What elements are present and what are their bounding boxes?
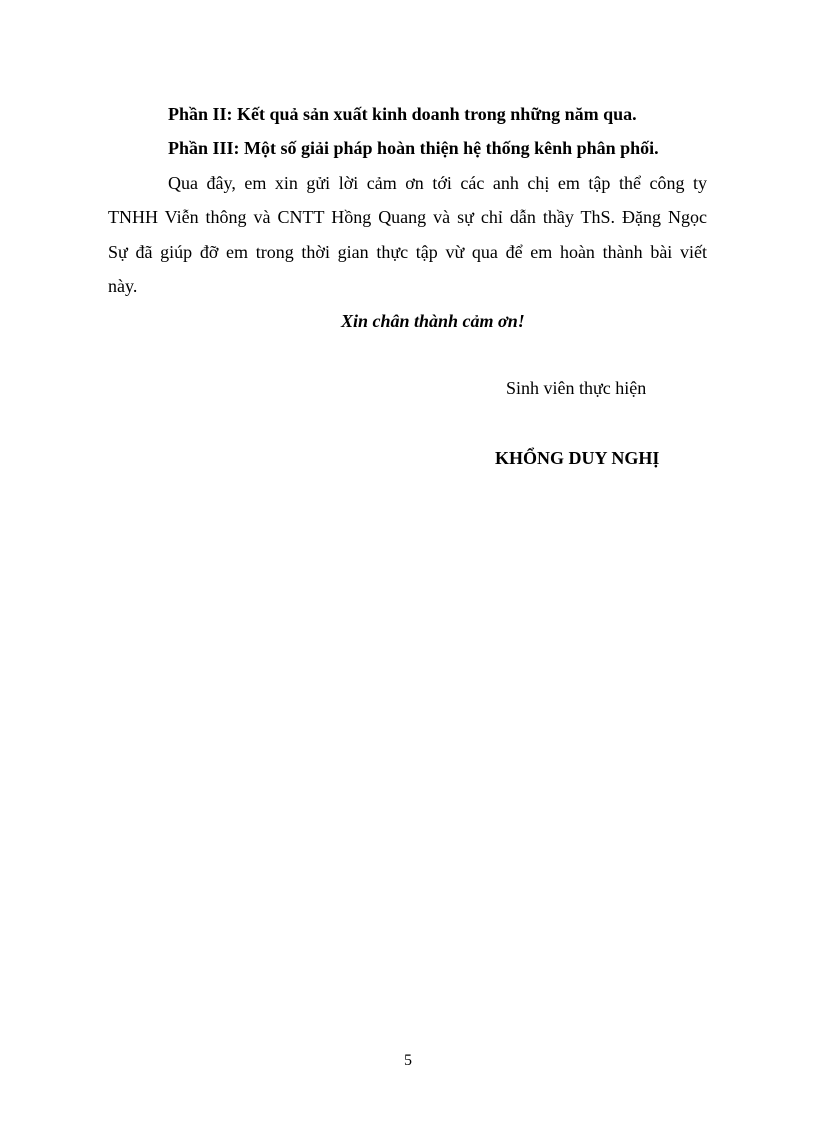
section-label: Phần II: [168, 104, 233, 124]
closing-thanks: Xin chân thành cảm ơn! [341, 311, 525, 331]
section-title: Kết quả sản xuất kinh doanh trong những năm qua. [237, 104, 637, 124]
paragraph-line: Sự đã giúp đỡ em trong thời gian thực tập vừ qua để em hoàn thành bài viết [108, 242, 707, 262]
section-heading-part-2 [168, 103, 637, 125]
section-heading-part-3 [168, 137, 659, 159]
paragraph-line: này. [108, 276, 138, 296]
paragraph-line: TNHH Viễn thông và CNTT Hồng Quang và sự chỉ dẫn thầy ThS. Đặng Ngọc [108, 207, 707, 227]
section-title: Một số giải pháp hoàn thiện hệ thống kênh phân phối. [244, 138, 659, 158]
signature-name: KHỔNG DUY NGHỊ [495, 448, 660, 468]
page-number: 5 [404, 1052, 412, 1069]
signature-role: Sinh viên thực hiện [506, 378, 647, 398]
paragraph-line: Qua đây, em xin gửi lời cảm ơn tới các anh chị em tập thể công ty [168, 173, 707, 193]
section-label: Phần III: [168, 138, 240, 158]
